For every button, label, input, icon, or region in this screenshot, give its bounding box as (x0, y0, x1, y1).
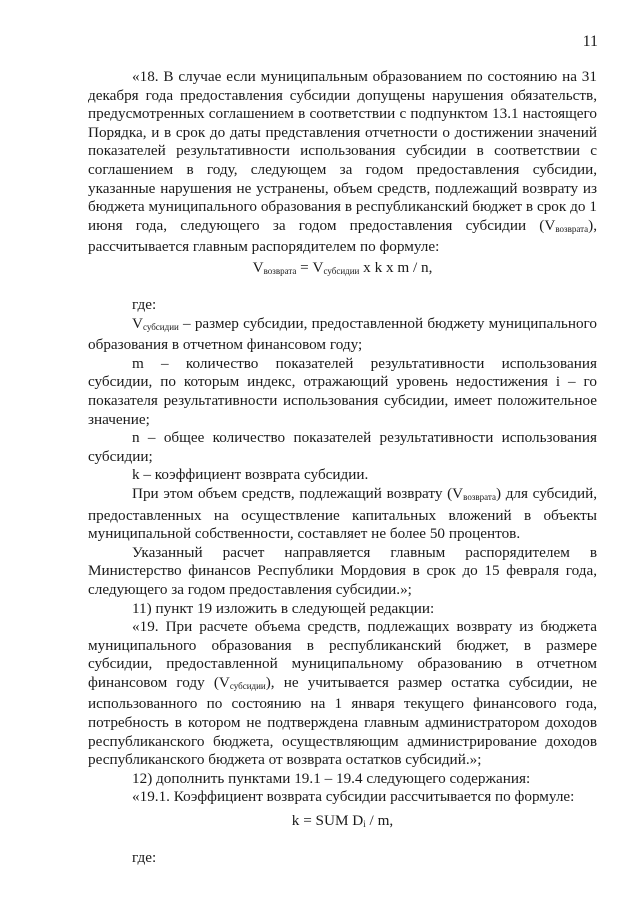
clause-18-text: «18. В случае если муниципальным образованием по состоянию на 31 декабря года предоставления субсидии допущены нарушения обязательств, предусмотренных соглашением в соответствии с подпунктом 13.1 настоящего Порядка, и в срок до даты представления отчетности о достижении значений показателей результативности использования субсидии в соответствии с соглашением в году, следующем за годом предоставления субсидии, указанные нарушения не устранены, объем средств, подлежащий возврату из бюджета муниципального образования в республиканский бюджет в срок до 1 июня года, следующего за годом предоставления субсидии $(V_{возврата})$, рассчитывается главным распорядителем по формуле: (88, 68, 597, 256)
item-12: 12) дополнить пунктами 19.1 – 19.4 следующего содержания: (132, 769, 531, 787)
def-n: n – общее количество показателей результативности использования субсидии; (88, 429, 597, 465)
where-label-2: где: (132, 849, 157, 866)
capital-investment-note: При этом объем средств, подлежащий возврату $(V_{возврата})$ для субсидий, предоставленных на осуществление капитальных вложений в объекты муниципальной собственности, составляет не более 50 процентов. (88, 484, 597, 543)
formula-v-vozvrata: $V_{возврата} = V_{субсидии}$ x k x m / n, (252, 259, 433, 276)
formula-k: k = SUM $D_i$ / m, (291, 812, 394, 829)
page-number: 11 (582, 33, 598, 50)
calculation-sent-note: Указанный расчет направляется главным распорядителем в Министерство финансов Республики Мордовия в срок до 15 февраля года, следующего за годом предоставления субсидии.»; (88, 543, 597, 598)
def-k: k – коэффициент возврата субсидии. (132, 466, 369, 484)
item-11: 11) пункт 19 изложить в следующей редакции: (132, 599, 435, 617)
clause-19-text: «19. При расчете объема средств, подлежащих возврату из бюджета муниципального образования в республиканский бюджет, в размере субсидии, предоставленной муниципальному образованию в отчетном финансовом году $(V_{субсидии})$, не учитывается размер остатка субсидии, не использованного по состоянию на 1 января текущего финансового года, потребность в котором не подтверждена главным администратором доходов республиканского бюджета, осуществляющим администрирование доходов республиканского бюджета от возврата остатков субсидий.»; (88, 618, 598, 769)
definitions-block (88, 296, 597, 807)
paragraph-18 (88, 68, 597, 257)
def-v-subsidii: $V_{субсидии}$ – размер субсидии, предоставленной бюджету муниципального образования в отчетном финансовом году; (88, 314, 597, 354)
def-m: m – количество показателей результативности использования субсидии, по которым индекс, отражающий уровень недостижения i – го показателя результативности использования субсидии, имеет положительное значение; (88, 354, 597, 428)
where-label: где: (132, 296, 157, 313)
clause-19-1-text: «19.1. Коэффициент возврата субсидии рассчитывается по формуле: (132, 788, 575, 806)
